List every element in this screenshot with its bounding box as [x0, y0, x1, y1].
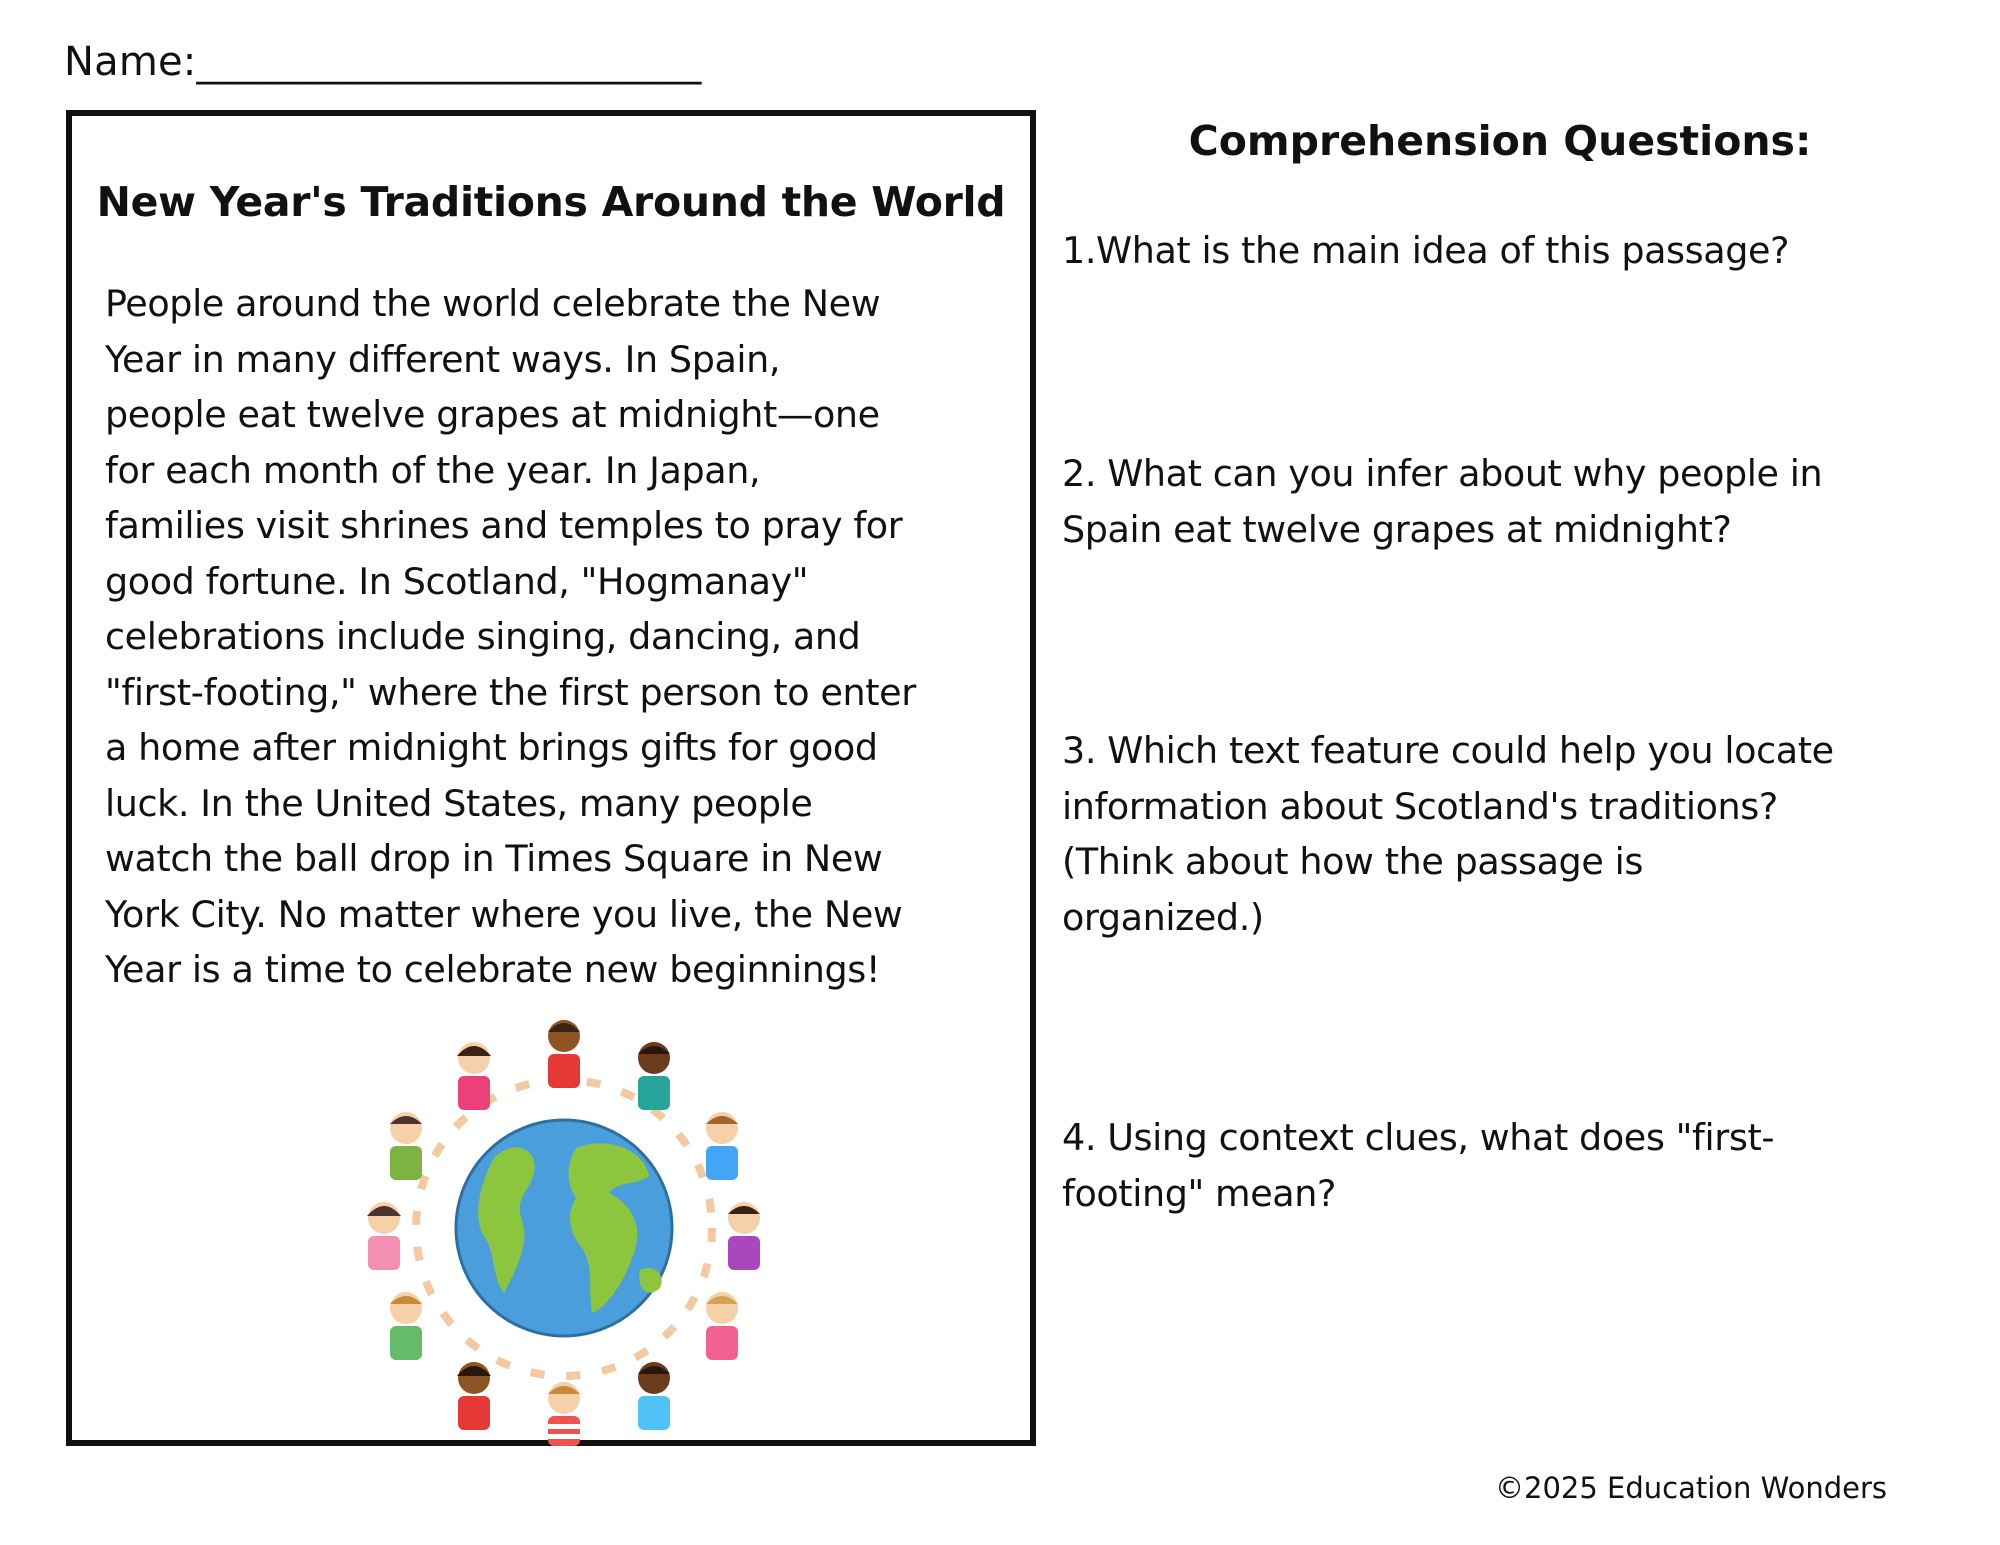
passage-body [105, 276, 1005, 998]
question-line: information about Scotland's traditions? [1062, 784, 1778, 828]
passage-line: York City. No matter where you live, the New [105, 892, 903, 936]
question-line: 2. What can you infer about why people in [1062, 452, 1823, 495]
child-figure [548, 1382, 580, 1446]
question-3 [1062, 723, 1942, 945]
question-4 [1062, 1110, 1942, 1221]
child-figure [706, 1112, 738, 1180]
passage-line: luck. In the United States, many people [105, 781, 813, 825]
question-line: 3. Which text feature could help you locate [1062, 729, 1834, 772]
passage-box [66, 110, 1036, 1446]
child-figure [390, 1292, 422, 1360]
child-figure [367, 1202, 401, 1270]
question-line: Spain eat twelve grapes at midnight? [1062, 507, 1732, 551]
passage-line: people eat twelve grapes at midnight—one [105, 393, 880, 436]
passage-line: watch the ball drop in Times Square in New [105, 837, 883, 880]
child-figure [390, 1112, 422, 1180]
question-line: 4. Using context clues, what does "first- [1062, 1116, 1775, 1159]
question-line: (Think about how the passage is [1062, 840, 1643, 883]
child-figure [638, 1362, 670, 1430]
passage-line: "first-footing," where the first person to enter [105, 670, 916, 714]
child-figure [638, 1042, 670, 1110]
passage-line: People around the world celebrate the New [105, 282, 881, 325]
question-line: 1.What is the main idea of this passage? [1062, 229, 1790, 272]
passage-line: families visit shrines and temples to pray for [105, 504, 903, 547]
passage-line: good fortune. In Scotland, "Hogmanay" [105, 559, 809, 603]
question-2 [1062, 446, 1942, 557]
passage-line: celebrations include singing, dancing, and [105, 615, 861, 658]
passage-line: Year is a time to celebrate new beginnings! [105, 948, 881, 991]
question-1 [1062, 223, 1942, 279]
questions-heading: Comprehension Questions: [1188, 117, 1812, 165]
child-figure [706, 1292, 738, 1360]
children-around-globe-icon [344, 1008, 784, 1448]
question-line: organized.) [1062, 895, 1264, 939]
child-figure [457, 1362, 491, 1430]
child-figure [728, 1202, 760, 1270]
passage-line: a home after midnight brings gifts for good [105, 726, 878, 769]
copyright-footer: ©2025 Education Wonders [1495, 1471, 1887, 1505]
child-figure [548, 1020, 580, 1088]
child-figure [457, 1042, 491, 1110]
passage-title: New Year's Traditions Around the World [96, 178, 1006, 226]
passage-line: Year in many different ways. In Spain, [105, 337, 781, 381]
question-line: footing" mean? [1062, 1171, 1336, 1215]
passage-line: for each month of the year. In Japan, [105, 448, 761, 492]
name-field-label: Name:_________________________ [64, 39, 702, 85]
